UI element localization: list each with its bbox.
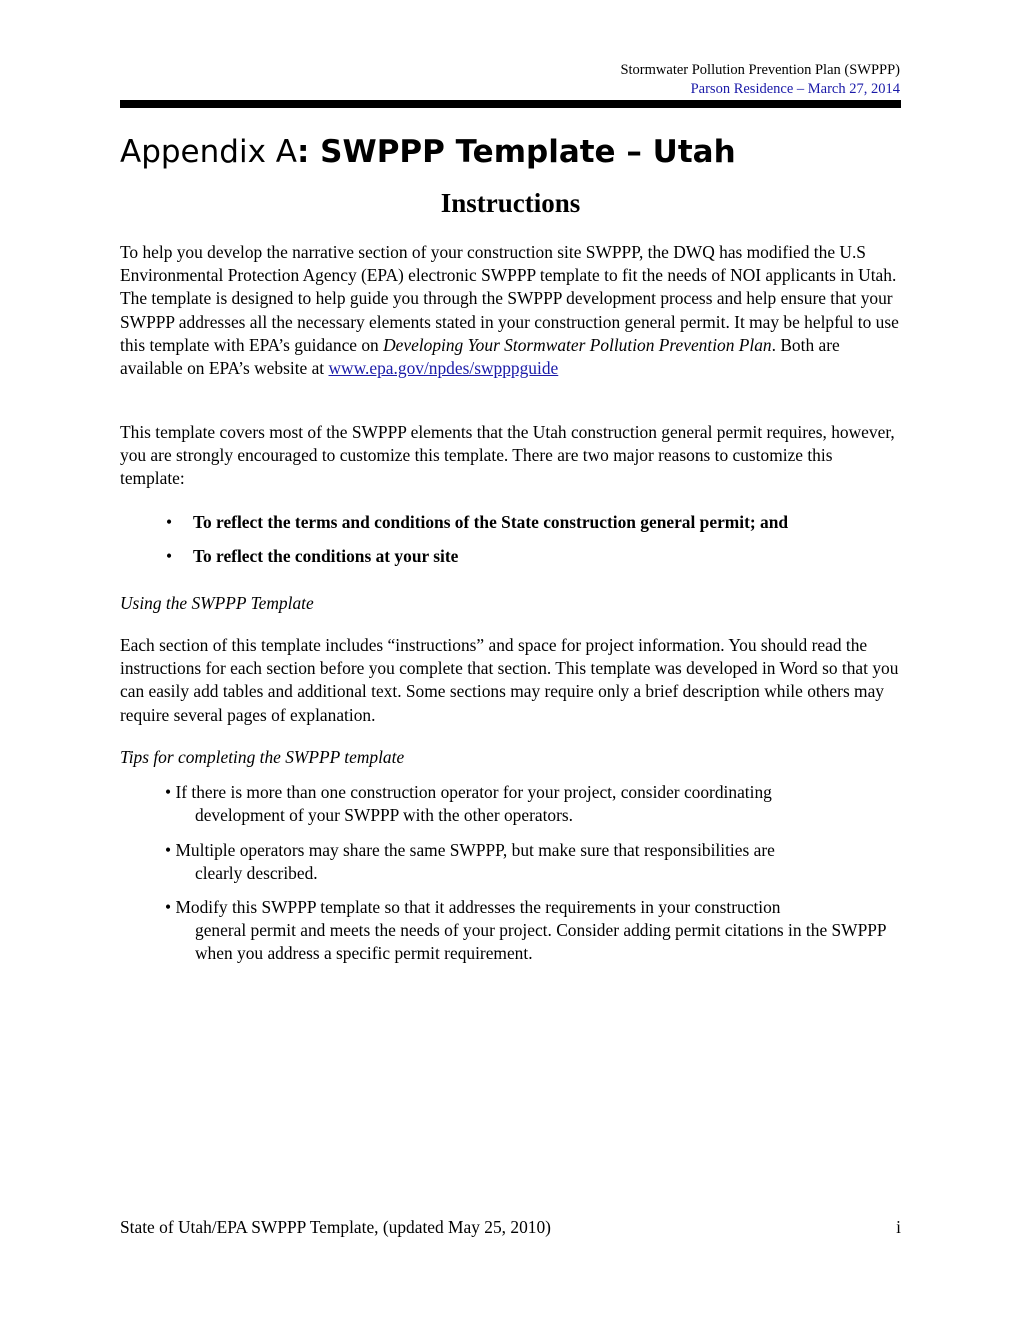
tip-item [165, 896, 905, 966]
tips-heading: Tips for completing the SWPPP template [120, 747, 405, 767]
tip-item [165, 839, 905, 885]
page-footer [120, 1216, 901, 1239]
reason-text: To reflect the terms and conditions of the State construction general permit; and [193, 512, 789, 532]
section-subtitle: Instructions [440, 188, 581, 218]
tip-item [165, 781, 905, 827]
header-document-title: Stormwater Pollution Prevention Plan (SWPPP) [620, 62, 900, 78]
header-rule [120, 100, 901, 108]
reason-text: To reflect the conditions at your site [193, 546, 459, 566]
title-appendix: Appendix A [120, 134, 297, 170]
bullet-glyph: • [166, 546, 173, 566]
page-title [120, 128, 736, 176]
epa-guide-link[interactable]: www.epa.gov/npdes/swpppguide [328, 358, 559, 379]
tip-text: Multiple operators may share the same SWPPP, but make sure that responsibilities are [175, 840, 775, 860]
page-number: i [896, 1217, 901, 1237]
intro-text: To help you develop the narrative section of your construction site SWPPP, the DWQ has modified the U.S Environmental Protection Agency (EPA) electronic SWPPP template to fit the needs of NOI applicants in Utah. The template is designed to help guide you through the SWPPP development process and help ensure that your SWPPP addresses all the necessary elements stated in your construction general permit. It may be helpful to use this template with EPA’s guidance on [120, 242, 899, 355]
bullet-glyph: • [165, 897, 172, 917]
tip-text-continued: development of your SWPPP with the other operators. [195, 805, 574, 826]
running-header [620, 61, 900, 99]
customize-paragraph: This template covers most of the SWPPP elements that the Utah construction general permit requires, however, you are strongly encouraged to customize this template. There are two major reasons to customize this template: [120, 422, 895, 489]
instructions-paragraph: Each section of this template includes “instructions” and space for project information. You should read the instructions for each section before you complete that section. This template was developed in Word so that you can easily add tables and additional text. Some sections may require only a brief description while others may require several pages of explanation. [120, 635, 899, 725]
footer-title: State of Utah/EPA SWPPP Template, (updated May 25, 2010) [120, 1217, 551, 1237]
intro-paragraph [120, 241, 901, 380]
title-template-name: : SWPPP Template – Utah [296, 134, 736, 170]
reason-item [166, 511, 788, 534]
guidance-title: Developing Your Stormwater Pollution Prevention Plan [383, 334, 772, 355]
bullet-glyph: • [166, 512, 173, 532]
tip-text-continued: general permit and meets the needs of your project. Consider adding permit citations in the SWPPP when you address a specific permit requirement. [195, 920, 886, 964]
bullet-glyph: • [165, 840, 172, 860]
header-project-line: Parson Residence – March 27, 2014 [690, 81, 900, 97]
bullet-glyph: • [165, 782, 172, 802]
reason-item [166, 545, 458, 568]
tip-text: If there is more than one construction operator for your project, consider coordinating [175, 782, 772, 802]
tip-text-continued: clearly described. [195, 863, 318, 884]
using-template-heading: Using the SWPPP Template [120, 593, 314, 613]
tip-text: Modify this SWPPP template so that it addresses the requirements in your construction [175, 897, 781, 917]
intro-text-continued: . Both are available on EPA’s website at [120, 334, 840, 379]
